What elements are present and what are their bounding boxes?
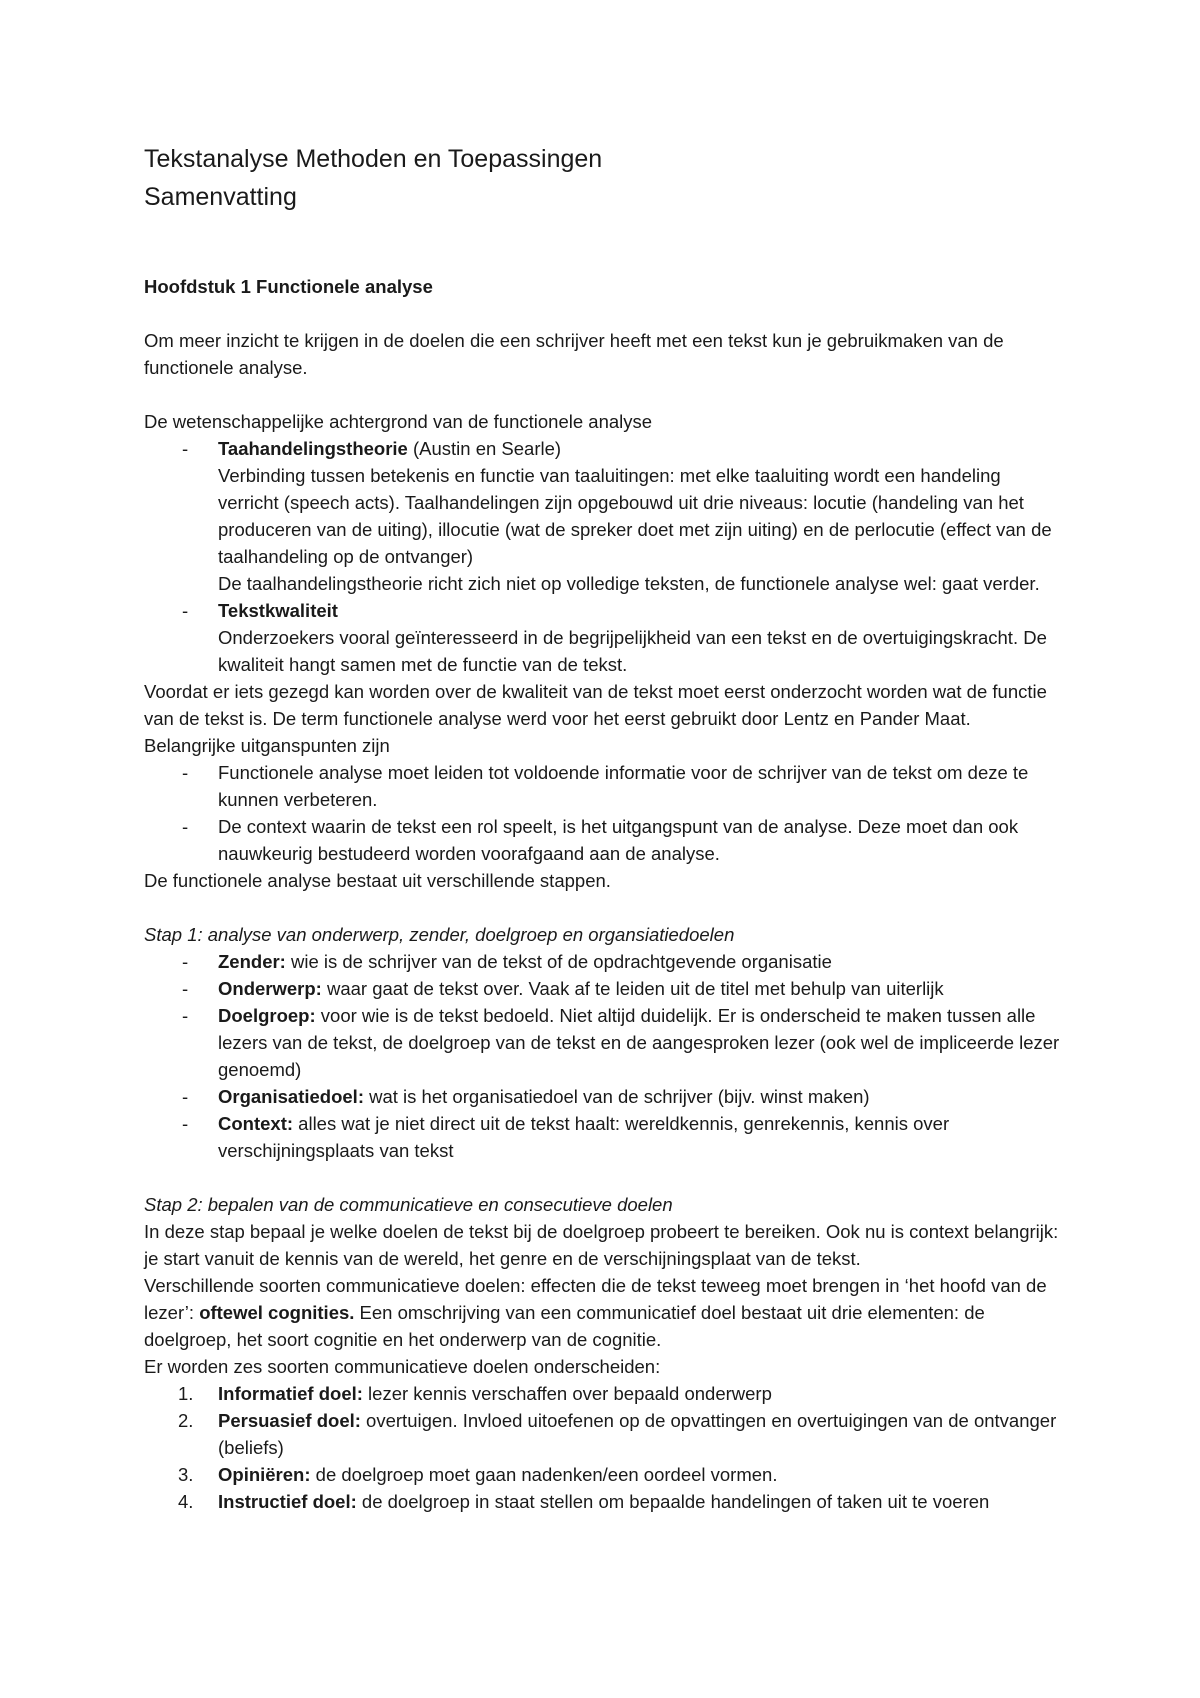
document-title — [144, 140, 1064, 216]
list-item — [144, 1380, 1064, 1407]
item-text: de doelgroep moet gaan nadenken/een oordeel vormen. — [310, 1464, 778, 1485]
step2-paragraph-2 — [144, 1272, 1064, 1353]
background-list — [144, 435, 1064, 678]
item-term: Tekstkwaliteit — [218, 600, 338, 621]
item-text: De taalhandelingstheorie richt zich niet op volledige teksten, de functionele analyse wel: gaat verder. — [218, 573, 1040, 594]
goals-list — [144, 1380, 1064, 1515]
item-term: Onderwerp: — [218, 978, 322, 999]
step2-text-a: Verschillende soorten communicatieve doelen: effecten die de tekst teweeg moet brengen in ‘het hoofd van de lezer’: — [144, 1275, 1047, 1323]
list-marker: - — [182, 978, 189, 999]
list-marker: - — [182, 1113, 189, 1134]
item-term: Opiniëren: — [218, 1464, 311, 1485]
item-term: Doelgroep: — [218, 1005, 316, 1026]
steps-intro: De functionele analyse bestaat uit verschillende stappen. — [144, 870, 611, 891]
item-term: Organisatiedoel: — [218, 1086, 364, 1107]
step2-paragraph-1: In deze stap bepaal je welke doelen de tekst bij de doelgroep probeert te bereiken. Ook nu is context belangrijk: je start vanuit de kennis van de wereld, het genre en de verschijningsplaat van de tekst. — [144, 1221, 1059, 1269]
item-text: alles wat je niet direct uit de tekst haalt: wereldkennis, genrekennis, kennis over verschijningsplaats van tekst — [218, 1113, 950, 1161]
step2-text-b: oftewel cognities. — [199, 1302, 355, 1323]
list-marker: 1. — [178, 1383, 194, 1404]
list-marker: 2. — [178, 1410, 194, 1431]
list-marker: - — [182, 1005, 189, 1026]
item-text: wie is de schrijver van de tekst of de opdrachtgevende organisatie — [285, 951, 832, 972]
list-item — [144, 1407, 1064, 1461]
list-marker: - — [182, 438, 189, 459]
item-text: wat is het organisatiedoel van de schrijver (bijv. winst maken) — [363, 1086, 870, 1107]
item-text: Functionele analyse moet leiden tot voldoende informatie voor de schrijver van de tekst om deze te kunnen verbeteren. — [218, 762, 1029, 810]
chapter-heading: Hoofdstuk 1 Functionele analyse — [144, 276, 433, 297]
list-item — [144, 435, 1064, 597]
list-item — [144, 948, 1064, 975]
item-term: Informatief doel: — [218, 1383, 363, 1404]
quality-paragraph: Voordat er iets gezegd kan worden over de kwaliteit van de tekst moet eerst onderzocht worden wat de functie van de tekst is. De term functionele analyse werd voor het eerst gebruikt door Lentz en Pander Maat. Belangrijke uitganspunten zijn — [144, 681, 1047, 756]
item-term: Taahandelingstheorie — [218, 438, 408, 459]
title-line-1: Tekstanalyse Methoden en Toepassingen — [144, 145, 603, 173]
list-marker: 3. — [178, 1464, 194, 1485]
list-item — [144, 1002, 1064, 1083]
list-item — [144, 1110, 1064, 1164]
step2-paragraph-3: Er worden zes soorten communicatieve doelen onderscheiden: — [144, 1356, 661, 1377]
list-marker: 4. — [178, 1491, 194, 1512]
list-item — [144, 1488, 1064, 1515]
list-marker: - — [182, 1086, 189, 1107]
list-item — [144, 759, 1064, 813]
title-line-2: Samenvatting — [144, 183, 297, 211]
step1-list — [144, 948, 1064, 1164]
list-marker: - — [182, 600, 189, 621]
item-text: overtuigen. Invloed uitoefenen op de opvattingen en overtuigingen van de ontvanger (beliefs) — [218, 1410, 1057, 1458]
item-text: Verbinding tussen betekenis en functie van taaluitingen: met elke taaluiting wordt een handeling verricht (speech acts). Taalhandelingen zijn opgebouwd uit drie niveaus: locutie (handeling van het produceren van de uiting), illocutie (wat de spreker doet met zijn uiting) en de perlocutie (effect van de taalhandeling op de ontvanger) — [218, 465, 1052, 567]
list-marker: - — [182, 762, 189, 783]
item-text: voor wie is de tekst bedoeld. Niet altijd duidelijk. Er is onderscheid te maken tussen alle lezers van de tekst, de doelgroep van de tekst en de aangesproken lezer (ook wel de impliceerde lezer genoemd) — [218, 1005, 1060, 1080]
document-page — [144, 140, 1064, 1515]
item-text: Onderzoekers vooral geïnteresseerd in de begrijpelijkheid van een tekst en de overtuigingskracht. De kwaliteit hangt samen met de functie van de tekst. — [218, 627, 1047, 675]
list-item — [144, 1083, 1064, 1110]
item-text: de doelgroep in staat stellen om bepaalde handelingen of taken uit te voeren — [356, 1491, 990, 1512]
item-term: Zender: — [218, 951, 286, 972]
step2-text-c: Een omschrijving van een communicatief doel bestaat uit drie elementen: de doelgroep, het soort cognitie en het onderwerp van de cognitie. — [144, 1302, 985, 1350]
principles-list — [144, 759, 1064, 867]
list-item — [144, 1461, 1064, 1488]
item-term: Persuasief doel: — [218, 1410, 361, 1431]
list-marker: - — [182, 951, 189, 972]
item-term-suffix: (Austin en Searle) — [407, 438, 562, 459]
list-item — [144, 975, 1064, 1002]
step1-heading: Stap 1: analyse van onderwerp, zender, doelgroep en organsiatiedoelen — [144, 924, 735, 945]
item-term: Instructief doel: — [218, 1491, 357, 1512]
list-item — [144, 597, 1064, 678]
item-text: waar gaat de tekst over. Vaak af te leiden uit de titel met behulp van uiterlijk — [321, 978, 944, 999]
intro-paragraph: Om meer inzicht te krijgen in de doelen die een schrijver heeft met een tekst kun je gebruikmaken van de functionele analyse. — [144, 330, 1004, 378]
item-text: De context waarin de tekst een rol speelt, is het uitgangspunt van de analyse. Deze moet dan ook nauwkeurig bestudeerd worden voorafgaand aan de analyse. — [218, 816, 1019, 864]
item-text: lezer kennis verschaffen over bepaald onderwerp — [362, 1383, 772, 1404]
list-marker: - — [182, 816, 189, 837]
step2-heading: Stap 2: bepalen van de communicatieve en consecutieve doelen — [144, 1194, 673, 1215]
list-item — [144, 813, 1064, 867]
background-heading: De wetenschappelijke achtergrond van de functionele analyse — [144, 411, 653, 432]
item-term: Context: — [218, 1113, 294, 1134]
